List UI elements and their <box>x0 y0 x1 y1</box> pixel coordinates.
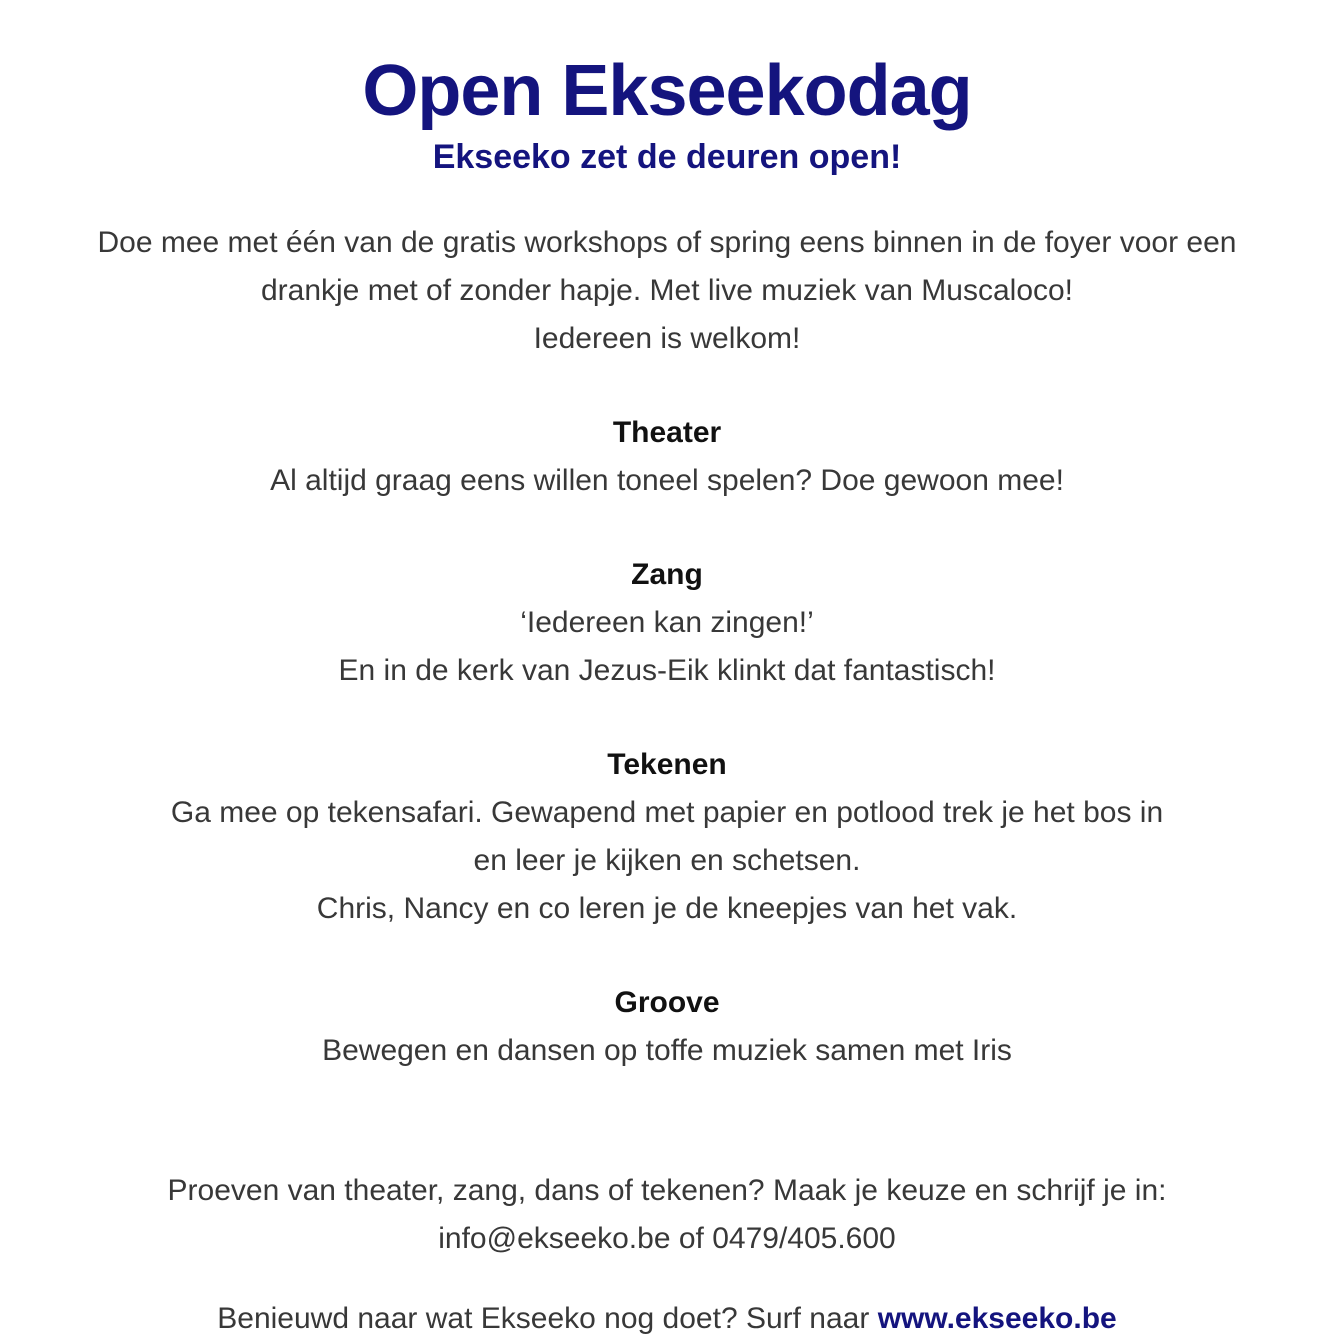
closing-text: Benieuwd naar wat Ekseeko nog doet? Surf naar <box>217 1302 878 1335</box>
section-line: Bewegen en dansen op toffe muziek samen met Iris <box>322 1034 1012 1067</box>
section-heading: Zang <box>631 558 703 591</box>
section-line: en leer je kijken en schetsen. <box>473 844 861 877</box>
section-groove <box>0 979 1334 1075</box>
intro-line: Doe mee met één van de gratis workshops of spring eens binnen in de foyer voor een <box>97 226 1237 259</box>
page-title: Open Ekseekodag <box>362 51 972 131</box>
section-theater <box>0 409 1334 505</box>
intro-line: Iedereen is welkom! <box>533 322 801 355</box>
section-line: Ga mee op tekensafari. Gewapend met papier en potlood trek je het bos in <box>170 796 1164 829</box>
section-line: Al altijd graag eens willen toneel spelen? Doe gewoon mee! <box>270 464 1064 497</box>
page-subtitle: Ekseeko zet de deuren open! <box>432 138 902 176</box>
closing-line <box>0 1295 1334 1343</box>
website-link[interactable]: www.ekseeko.be <box>877 1302 1117 1335</box>
signup-cta-line: Proeven van theater, zang, dans of tekenen? Maak je keuze en schrijf je in: <box>167 1174 1167 1207</box>
section-line: En in de kerk van Jezus-Eik klinkt dat fantastisch! <box>338 654 996 687</box>
intro-line: drankje met of zonder hapje. Met live muziek van Muscaloco! <box>260 274 1074 307</box>
contact-line: info@ekseeko.be of 0479/405.600 <box>438 1222 896 1255</box>
section-heading: Groove <box>614 986 720 1019</box>
section-zang <box>0 551 1334 695</box>
section-tekenen <box>0 741 1334 933</box>
section-line: ‘Iedereen kan zingen!’ <box>520 606 814 639</box>
signup-info <box>0 1167 1334 1263</box>
section-heading: Theater <box>612 416 722 449</box>
section-heading: Tekenen <box>607 748 727 781</box>
intro-paragraph <box>0 219 1334 363</box>
section-line: Chris, Nancy en co leren je de kneepjes van het vak. <box>316 892 1018 925</box>
